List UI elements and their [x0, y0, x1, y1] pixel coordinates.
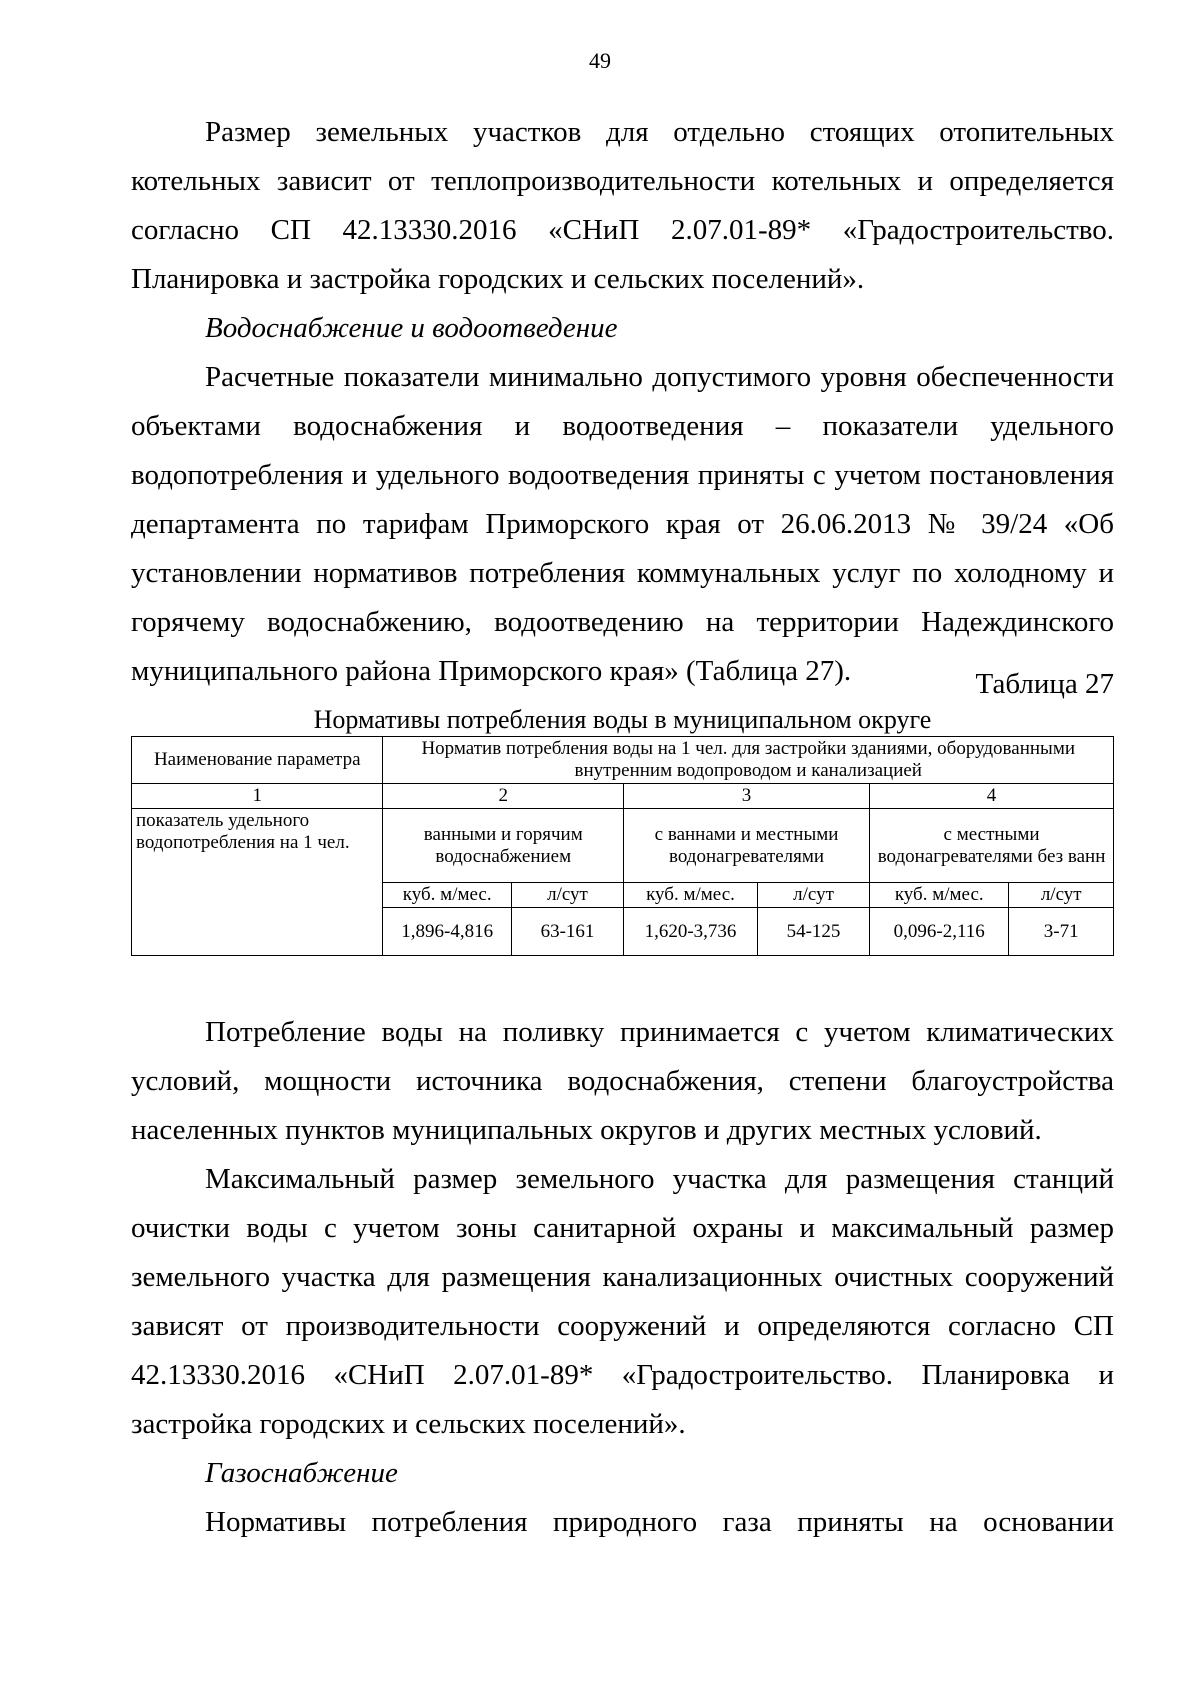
unit-cell: куб. м/мес. [870, 883, 1009, 908]
norms-table [131, 736, 1114, 956]
table-number-row [132, 784, 1114, 809]
paragraph-gas: Нормативы потребления природного газа приняты на основании [205, 1506, 1114, 1538]
value-cell: 1,620-3,736 [624, 908, 758, 956]
col-number: 3 [624, 784, 870, 809]
col-number: 1 [132, 784, 383, 809]
value-cell: 0,096-2,116 [870, 908, 1009, 956]
intro-block [131, 108, 1114, 696]
paragraph-boiler-sites: Размер земельных участков для отдельно стоящих отопительных котельных зависит от теплопроизводительности котельных и определяется согласно СП 42.13330.2016 «СНиП 2.07.01-89* «Градостроительство. Планировка и застройка городских и сельских поселений». [131, 116, 1114, 295]
page-number: 49 [589, 48, 611, 73]
header-param: Наименование параметра [132, 737, 383, 784]
col-number: 2 [383, 784, 624, 809]
unit-cell: л/сут [1009, 883, 1114, 908]
group-header: ванными и горячим водоснабжением [383, 809, 624, 883]
value-cell: 1,896-4,816 [383, 908, 511, 956]
header-norm: Норматив потребления воды на 1 чел. для застройки зданиями, оборудованными внутренним водопроводом и канализацией [383, 737, 1114, 784]
table-title: Нормативы потребления воды в муниципальном округе [313, 705, 932, 734]
value-cell: 3-71 [1009, 908, 1114, 956]
paragraph-max-size: Максимальный размер земельного участка для размещения станций очистки воды с учетом зоны санитарной охраны и максимальный размер земельного участка для размещения канализационных очистных сооружений зависят от производительности сооружений и определяются согласно СП 42.13330.2016 «СНиП 2.07.01-89* «Градостроительство. Планировка и застройка городских и сельских поселений». [131, 1163, 1114, 1440]
section-heading-water: Водоснабжение и водоотведение [205, 312, 618, 344]
value-cell: 63-161 [511, 908, 623, 956]
lower-block [131, 1008, 1114, 1547]
table-group-row [132, 809, 1114, 883]
section-heading-gas: Газоснабжение [205, 1457, 398, 1489]
group-header: с ваннами и местными водонагревателями [624, 809, 870, 883]
row-label: показатель удельного водопотребления на 1 чел. [132, 809, 383, 956]
group-header: с местными водонагревателями без ванн [870, 809, 1114, 883]
paragraph-water-norms: Расчетные показатели минимально допустимого уровня обеспеченности объектами водоснабжения и водоотведения – показатели удельного водопотребления и удельного водоотведения приняты с учетом постановления департамента по тарифам Приморского края от 26.06.2013 № 39/24 «Об установлении нормативов потребления коммунальных услуг по холодному и горячему водоснабжению, водоотведению на территории Надеждинского муниципального района Приморского края» (Таблица 27). [131, 361, 1114, 687]
unit-cell: куб. м/мес. [624, 883, 758, 908]
unit-cell: л/сут [757, 883, 869, 908]
unit-cell: л/сут [511, 883, 623, 908]
value-cell: 54-125 [757, 908, 869, 956]
paragraph-irrigation: Потребление воды на поливку принимается с учетом климатических условий, мощности источника водоснабжения, степени благоустройства населенных пунктов муниципальных округов и других местных условий. [131, 1016, 1114, 1146]
table-header-row [132, 737, 1114, 784]
unit-cell: куб. м/мес. [383, 883, 511, 908]
col-number: 4 [870, 784, 1114, 809]
table-label: Таблица 27 [975, 668, 1114, 700]
